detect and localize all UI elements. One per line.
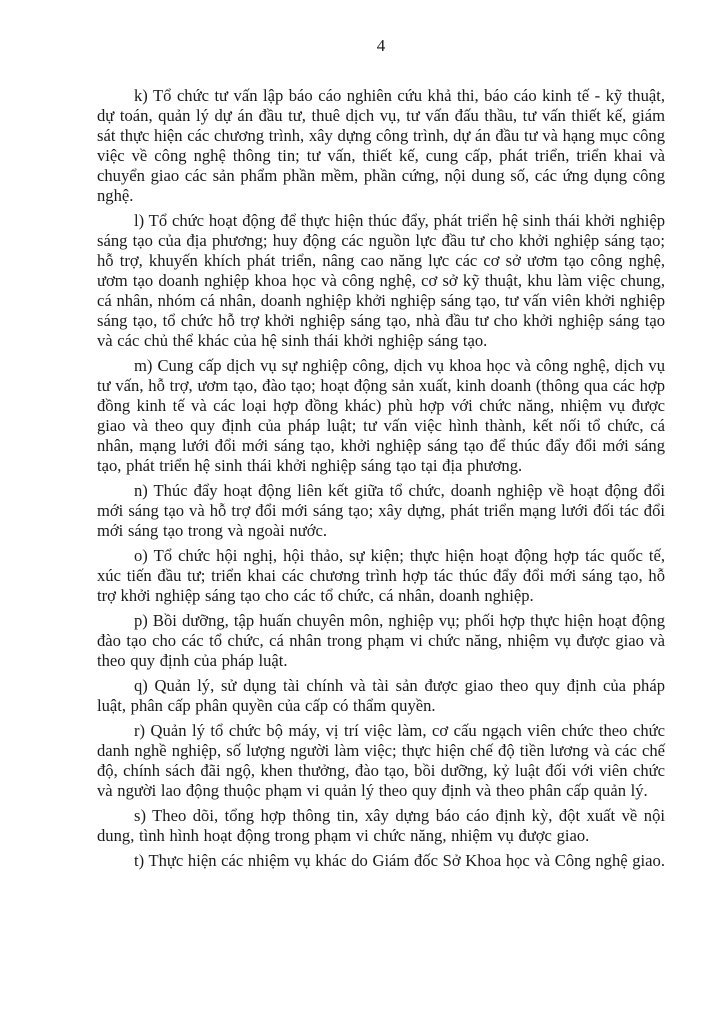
paragraph: k) Tổ chức tư vấn lập báo cáo nghiên cứu khả thi, báo cáo kinh tế - kỹ thuật, dự toán, quản lý dự án đầu tư, thuê dịch vụ, tư vấn đấu thầu, tư vấn thiết kế, giám sát thực hiện các chương trình, xây dựng công trình, dự án đầu tư và hạng mục công việc về công nghệ thông tin; tư vấn, thiết kế, cung cấp, phát triển, triển khai và chuyển giao các sản phẩm phần mềm, phần cứng, nội dung số, các ứng dụng công nghệ. bbox=[97, 86, 665, 205]
paragraph: o) Tổ chức hội nghị, hội thảo, sự kiện; thực hiện hoạt động hợp tác quốc tế, xúc tiến đầu tư; triển khai các chương trình hợp tác thúc đẩy đổi mới sáng tạo, hỗ trợ khởi nghiệp sáng tạo cho các tổ chức, cá nhân, doanh nghiệp. bbox=[97, 546, 665, 605]
paragraph: t) Thực hiện các nhiệm vụ khác do Giám đốc Sở Khoa học và Công nghệ giao. bbox=[134, 851, 665, 870]
document-body bbox=[97, 86, 665, 871]
paragraph: r) Quản lý tổ chức bộ máy, vị trí việc làm, cơ cấu ngạch viên chức theo chức danh nghề nghiệp, số lượng người làm việc; thực hiện chế độ tiền lương và các chế độ, chính sách đãi ngộ, khen thưởng, đào tạo, bồi dưỡng, kỷ luật đối với viên chức và người lao động thuộc phạm vi quản lý theo quy định và theo phân cấp quản lý. bbox=[97, 721, 665, 800]
paragraph: m) Cung cấp dịch vụ sự nghiệp công, dịch vụ khoa học và công nghệ, dịch vụ tư vấn, hỗ trợ, ươm tạo, đào tạo; hoạt động sản xuất, kinh doanh (thông qua các hợp đồng kinh tế và các loại hợp đồng khác) phù hợp với chức năng, nhiệm vụ được giao và theo quy định của pháp luật; tư vấn việc hình thành, kết nối tổ chức, cá nhân, mạng lưới đổi mới sáng tạo, khởi nghiệp sáng tạo để thúc đẩy đổi mới sáng tạo, phát triển hệ sinh thái khởi nghiệp sáng tạo tại địa phương. bbox=[97, 356, 665, 475]
paragraph: n) Thúc đẩy hoạt động liên kết giữa tổ chức, doanh nghiệp về hoạt động đổi mới sáng tạo và hỗ trợ đổi mới sáng tạo; xây dựng, phát triển mạng lưới đối tác đổi mới sáng tạo trong và ngoài nước. bbox=[97, 481, 665, 540]
paragraph: p) Bồi dưỡng, tập huấn chuyên môn, nghiệp vụ; phối hợp thực hiện hoạt động đào tạo cho các tổ chức, cá nhân trong phạm vi chức năng, nhiệm vụ được giao và theo quy định của pháp luật. bbox=[97, 611, 665, 670]
page-number: 4 bbox=[376, 36, 386, 55]
paragraph: l) Tổ chức hoạt động để thực hiện thúc đẩy, phát triển hệ sinh thái khởi nghiệp sáng tạo của địa phương; huy động các nguồn lực đầu tư cho khởi nghiệp sáng tạo; hỗ trợ, khuyến khích phát triển, nâng cao năng lực các cơ sở ươm tạo công nghệ, ươm tạo doanh nghiệp khoa học và công nghệ, cơ sở kỹ thuật, khu làm việc chung, cá nhân, nhóm cá nhân, doanh nghiệp khởi nghiệp sáng tạo, tư vấn viên khởi nghiệp sáng tạo, tổ chức hỗ trợ khởi nghiệp sáng tạo, nhà đầu tư cho khởi nghiệp sáng tạo và các chủ thể khác của hệ sinh thái khởi nghiệp sáng tạo. bbox=[97, 211, 665, 350]
paragraph: q) Quản lý, sử dụng tài chính và tài sản được giao theo quy định của pháp luật, phân cấp phân quyền của cấp có thẩm quyền. bbox=[97, 676, 665, 715]
paragraph: s) Theo dõi, tổng hợp thông tin, xây dựng báo cáo định kỳ, đột xuất về nội dung, tình hình hoạt động trong phạm vi chức năng, nhiệm vụ được giao. bbox=[97, 806, 665, 845]
